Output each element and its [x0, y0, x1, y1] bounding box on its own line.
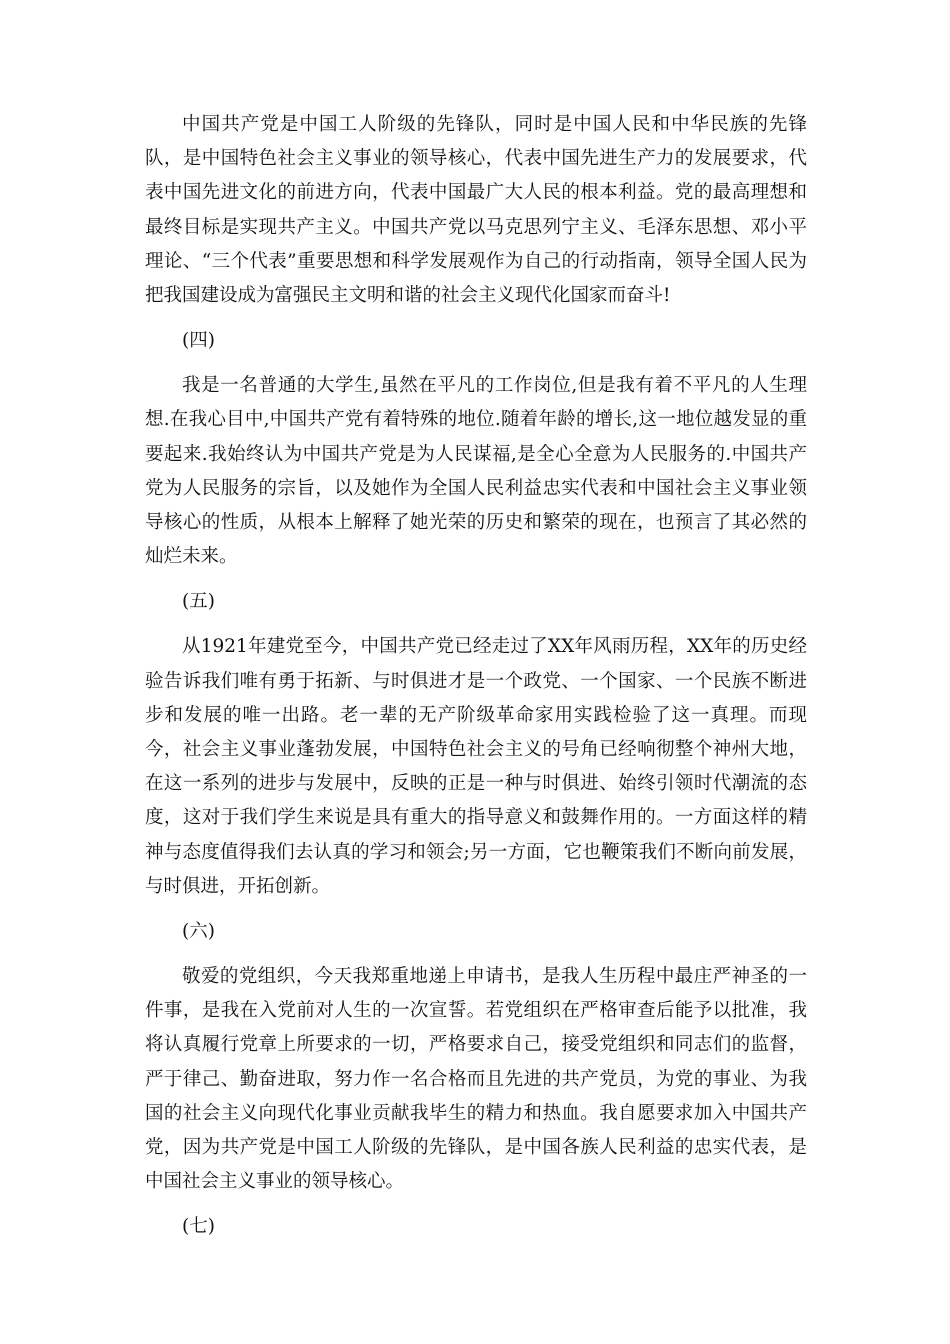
section-heading-7: (七) — [182, 1216, 215, 1238]
section-heading-5: (五) — [182, 591, 215, 613]
section-heading-6: (六) — [182, 921, 215, 943]
paragraph-4: 敬爱的党组织，今天我郑重地递上申请书，是我人生历程中最庄严神圣的一件事，是我在入党前对人生的一次宣誓。若党组织在严格审查后能予以批准，我将认真履行党章上所要求的一切，严格要求自己，接受党组织和同志们的监督，严于律己、勤奋进取，努力作一名合格而且先进的共产党员，为党的事业、为我国的社会主义向现代化事业贡献我毕生的精力和热血。我自愿要求加入中国共产党，因为共产党是中国工人阶级的先锋队，是中国各族人民利益的忠实代表，是中国社会主义事业的领导核心。 — [145, 966, 807, 1193]
paragraph-1: 中国共产党是中国工人阶级的先锋队，同时是中国人民和中华民族的先锋队，是中国特色社会主义事业的领导核心，代表中国先进生产力的发展要求，代表中国先进文化的前进方向，代表中国最广大人民的根本利益。党的最高理想和最终目标是实现共产主义。中国共产党以马克思列宁主义、毛泽东思想、邓小平理论、“三个代表”重要思想和科学发展观作为自己的行动指南，领导全国人民为把我国建设成为富强民主文明和谐的社会主义现代化国家而奋斗! — [145, 114, 807, 307]
section-heading-4: (四) — [182, 330, 215, 352]
document-page — [145, 108, 807, 1255]
paragraph-3: 从1921年建党至今，中国共产党已经走过了XX年风雨历程，XX年的历史经验告诉我们唯有勇于拓新、与时俱进才是一个政党、一个国家、一个民族不断进步和发展的唯一出路。老一辈的无产阶级革命家用实践检验了这一真理。而现今，社会主义事业蓬勃发展，中国特色社会主义的号角已经响彻整个神州大地，在这一系列的进步与发展中，反映的正是一种与时俱进、始终引领时代潮流的态度，这对于我们学生来说是具有重大的指导意义和鼓舞作用的。一方面这样的精神与态度值得我们去认真的学习和领会;另一方面，它也鞭策我们不断向前发展，与时俱进，开拓创新。 — [145, 636, 807, 897]
paragraph-2: 我是一名普通的大学生,虽然在平凡的工作岗位,但是我有着不平凡的人生理想.在我心目中,中国共产党有着特殊的地位.随着年龄的增长,这一地位越发显的重要起来.我始终认为中国共产党是为人民谋福,是全心全意为人民服务的.中国共产党为人民服务的宗旨，以及她作为全国人民利益忠实代表和中国社会主义事业领导核心的性质，从根本上解释了她光荣的历史和繁荣的现在，也预言了其必然的灿烂未来。 — [145, 375, 807, 568]
